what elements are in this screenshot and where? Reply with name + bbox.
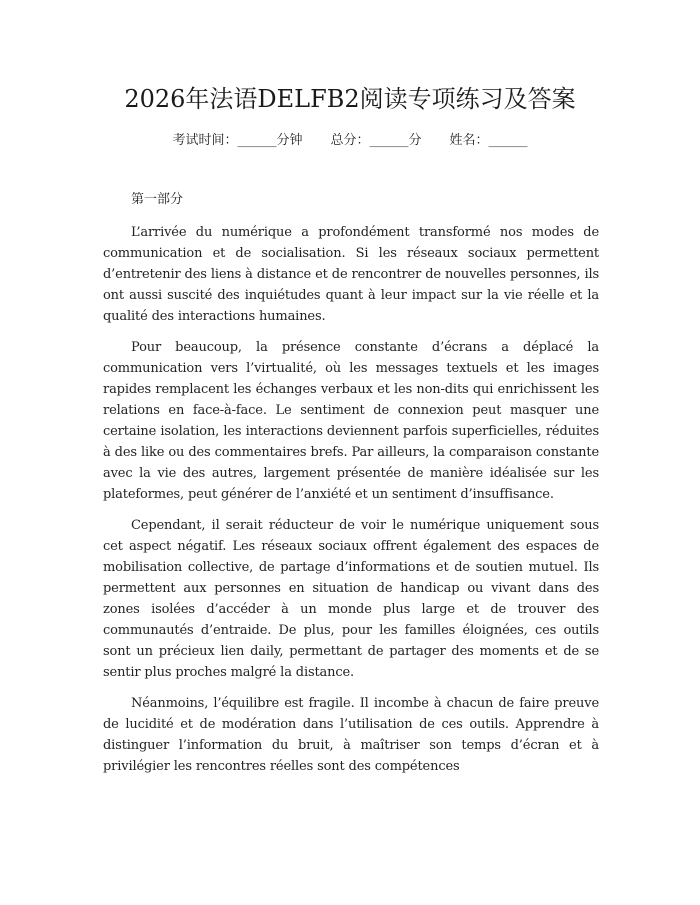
section-heading: 第一部分 — [131, 192, 184, 207]
student-name-field: 姓名：______ — [449, 133, 528, 148]
paragraph-2: Pour beaucoup, la présence constante d’écrans a déplacé la communication vers l’virtualité, où les messages textuels et les images rapides remplacent les échanges verbaux et les non-dits qui enrichissent les relations en face-à-face. Le sentiment de connexion peut masquer une certaine isolation, les interactions deviennent parfois superficielles, réduites à des like ou des commentaires brefs. Par ailleurs, la comparaison constante avec la vie des autres, largement présentée de manière idéalisée sur les plateformes, peut générer de l’anxiété et un sentiment d’insuffisance. — [103, 340, 599, 502]
document-title: 2026年法语DELFB2阅读专项练习及答案 — [124, 85, 576, 113]
total-score-field: 总分：______分 — [330, 133, 422, 148]
paragraph-1: L’arrivée du numérique a profondément transformé nos modes de communication et de socialisation. Si les réseaux sociaux permettent d’entretenir des liens à distance et de rencontrer de nouvelles personnes, ils ont aussi suscité des inquiétudes quant à leur impact sur la vie réelle et la qualité des interactions humaines. — [103, 225, 599, 324]
exam-info-line — [0, 132, 700, 150]
reading-passage — [103, 222, 599, 787]
paragraph-4: Néanmoins, l’équilibre est fragile. Il incombe à chacun de faire preuve de lucidité et de modération dans l’utilisation de ces outils. Apprendre à distinguer l’information du bruit, à maîtriser son temps d’écran et à privilégier les rencontres réelles sont des compétences — [103, 696, 599, 774]
exam-time-field: 考试时间：______分钟 — [172, 133, 303, 148]
paragraph-3: Cependant, il serait réducteur de voir le numérique uniquement sous cet aspect négatif. Les réseaux sociaux offrent également des espaces de mobilisation collective, de partage d’informations et de soutien mutuel. Ils permettent aux personnes en situation de handicap ou vivant dans des zones isolées d’accéder à un monde plus large et de trouver des communautés d’entraide. De plus, pour les familles éloignées, ces outils sont un précieux lien daily, permettant de partager des moments et de se sentir plus proches malgré la distance. — [103, 518, 599, 680]
